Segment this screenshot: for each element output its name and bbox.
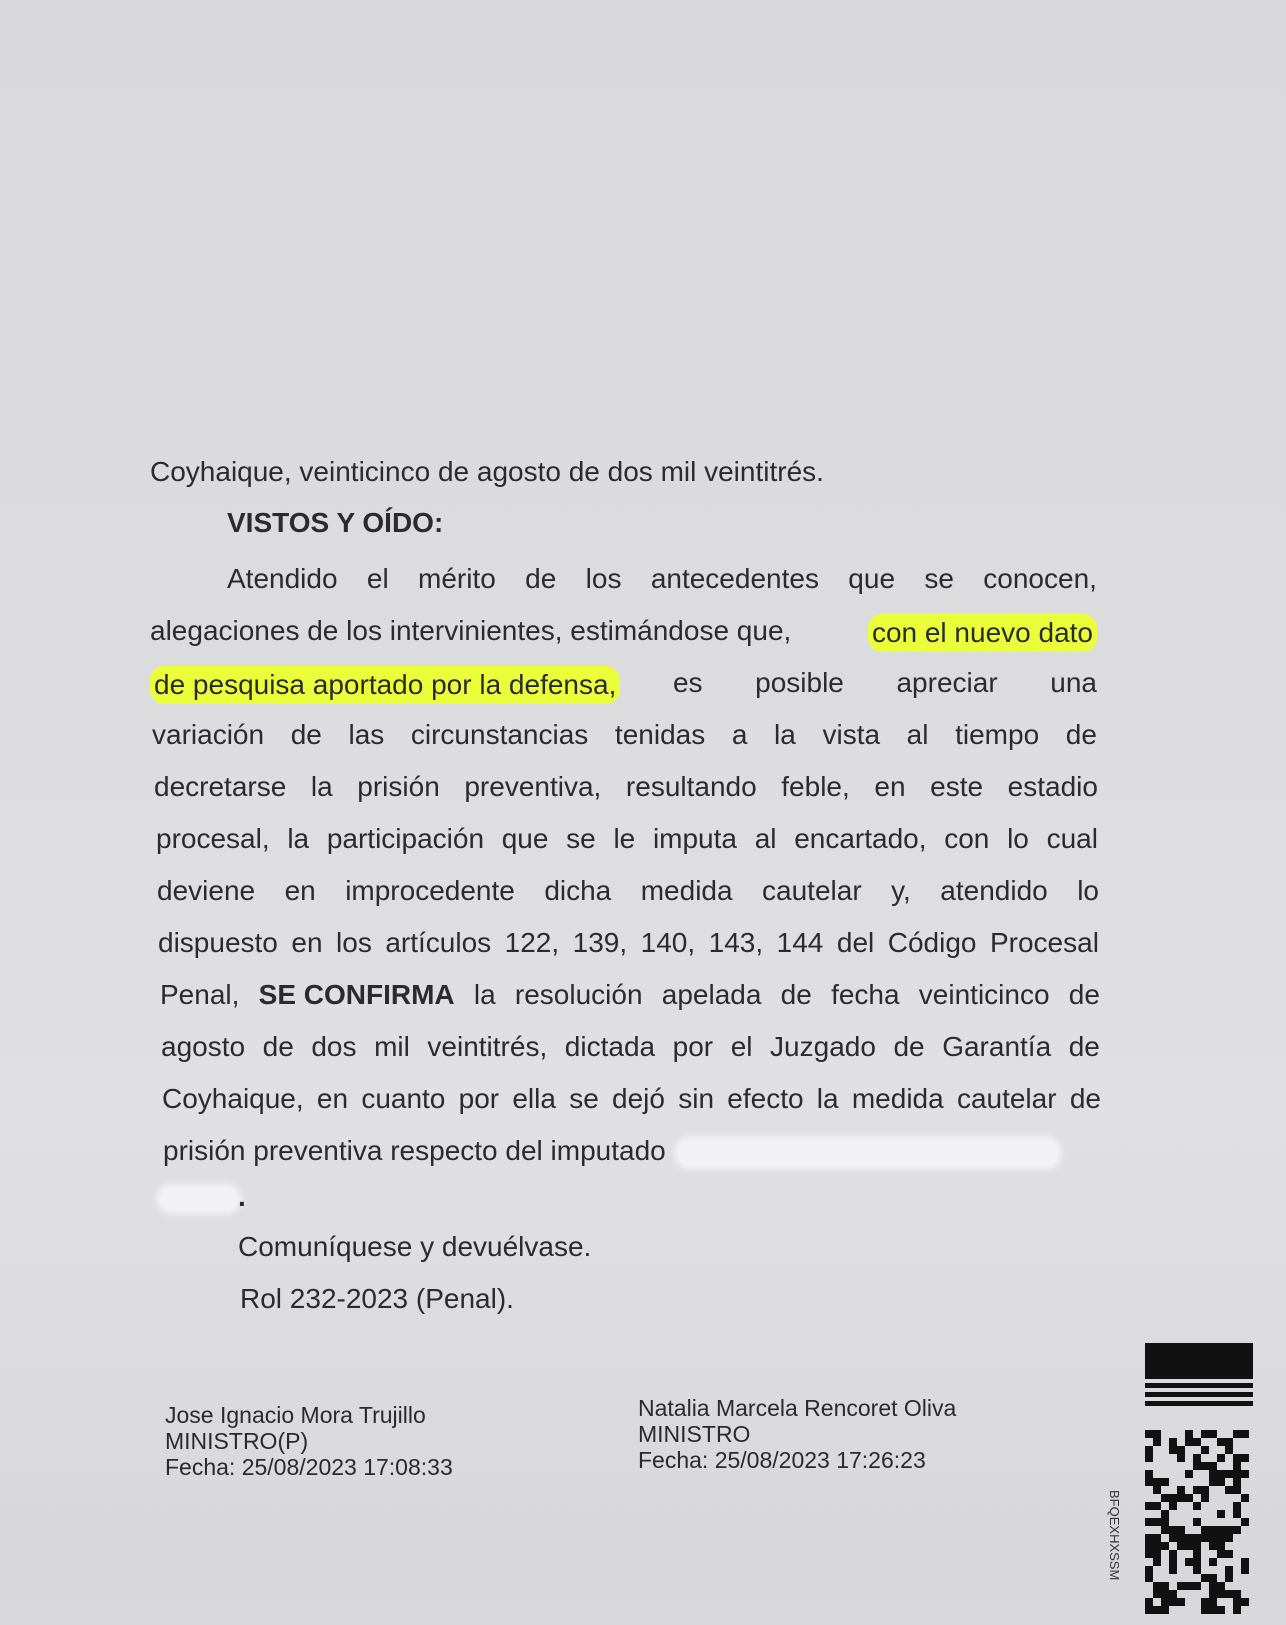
paragraph-word: una: [1050, 667, 1097, 698]
qr-module: [1185, 1542, 1193, 1550]
paragraph-word: estadio: [1007, 771, 1098, 802]
paragraph-word: decretarse: [154, 771, 287, 802]
paragraph-word: fecha: [831, 979, 900, 1010]
qr-module: [1201, 1574, 1209, 1582]
qr-module: [1145, 1470, 1153, 1478]
qr-module: [1145, 1446, 1153, 1454]
qr-module: [1209, 1606, 1217, 1614]
qr-module: [1161, 1590, 1169, 1598]
qr-module: [1145, 1478, 1153, 1486]
paragraph-word: SE CONFIRMA: [258, 979, 455, 1010]
qr-module: [1201, 1446, 1209, 1454]
end-period: .: [238, 1181, 246, 1212]
qr-module: [1225, 1486, 1233, 1494]
paragraph-word: cuanto: [361, 1083, 446, 1114]
paragraph-word: se: [566, 823, 596, 854]
qr-module: [1209, 1590, 1217, 1598]
qr-module: [1217, 1606, 1225, 1614]
qr-module: [1145, 1550, 1153, 1558]
date-line: Coyhaique, veinticinco de agosto de dos mil veintitrés.: [150, 456, 824, 487]
paragraph-line: [152, 718, 1097, 752]
paragraph-word: los: [585, 563, 622, 594]
paragraph-word: 143,: [708, 927, 764, 958]
qr-module: [1153, 1590, 1161, 1598]
rol-line: Rol 232-2023 (Penal).: [240, 1283, 514, 1314]
qr-module: [1169, 1494, 1177, 1502]
qr-module: [1217, 1534, 1225, 1542]
paragraph-word: encartado,: [794, 823, 927, 854]
qr-module: [1233, 1598, 1241, 1606]
paragraph-word: resolución: [514, 979, 643, 1010]
qr-module: [1193, 1438, 1201, 1446]
qr-module: [1233, 1462, 1241, 1470]
qr-module: [1153, 1550, 1161, 1558]
paragraph-word: dicha: [544, 875, 612, 906]
qr-module: [1185, 1558, 1193, 1566]
paragraph-word: Procesal: [989, 927, 1099, 958]
paragraph-word: medida: [851, 1083, 944, 1114]
qr-module: [1193, 1518, 1201, 1526]
qr-module: [1225, 1550, 1233, 1558]
qr-module: [1217, 1454, 1225, 1462]
paragraph-word: deviene: [157, 875, 256, 906]
paragraph-word: de: [1068, 1031, 1100, 1062]
paragraph-word: de: [290, 719, 322, 750]
qr-module: [1145, 1534, 1153, 1542]
qr-module: [1169, 1550, 1177, 1558]
paragraph-line: [161, 1030, 1100, 1064]
qr-module: [1209, 1558, 1217, 1566]
qr-module: [1145, 1606, 1153, 1614]
qr-module: [1233, 1526, 1241, 1534]
qr-module: [1177, 1526, 1185, 1534]
paragraph-word: Atendido: [227, 563, 338, 594]
verification-code-text: BFQEXHXSSM: [1107, 1490, 1122, 1581]
qr-module: [1201, 1462, 1209, 1470]
qr-module: [1225, 1590, 1233, 1598]
qr-module: [1145, 1566, 1153, 1574]
paragraph-line: [160, 978, 1100, 1012]
paragraph-word: la: [310, 771, 333, 802]
redacted-name: [160, 1187, 238, 1211]
paragraph-word: de: [1065, 719, 1097, 750]
paragraph-word: antecedentes: [650, 563, 819, 594]
highlighted-text: con el nuevo dato: [868, 614, 1097, 652]
paragraph-word: sin: [678, 1083, 715, 1114]
qr-module: [1169, 1558, 1177, 1566]
qr-module: [1161, 1494, 1169, 1502]
qr-module: [1233, 1430, 1241, 1438]
paragraph-word: se: [924, 563, 954, 594]
paragraph-word: prisión preventiva respecto del imputado: [163, 1135, 666, 1166]
qr-module: [1153, 1502, 1161, 1510]
paragraph-word: dejó: [612, 1083, 665, 1114]
paragraph-word: cautelar: [956, 1083, 1057, 1114]
paragraph-line: [150, 614, 1097, 652]
qr-module: [1201, 1494, 1209, 1502]
qr-module: [1145, 1430, 1153, 1438]
paragraph-word: atendido: [940, 875, 1048, 906]
paragraph-word: de: [1068, 979, 1100, 1010]
signature-date: Fecha: 25/08/2023 17:26:23: [638, 1447, 926, 1473]
paragraph-word: Penal,: [160, 979, 240, 1010]
qr-module: [1169, 1438, 1177, 1446]
qr-module: [1177, 1582, 1185, 1590]
paragraph-word: improcedente: [345, 875, 515, 906]
paragraph-word: que: [501, 823, 549, 854]
paragraph-line: [154, 770, 1098, 804]
paragraph-word: conocen,: [983, 563, 1097, 594]
qr-module: [1241, 1430, 1249, 1438]
paragraph-word: tiempo: [955, 719, 1040, 750]
paragraph-word: este: [930, 771, 984, 802]
qr-module: [1217, 1590, 1225, 1598]
paragraph-word: con: [944, 823, 990, 854]
paragraph-word: 144: [776, 927, 824, 958]
qr-module: [1209, 1462, 1217, 1470]
paragraph-word: del: [836, 927, 875, 958]
qr-module: [1201, 1526, 1209, 1534]
qr-module: [1241, 1598, 1249, 1606]
qr-module: [1153, 1438, 1161, 1446]
paragraph-line: [157, 874, 1099, 908]
qr-module: [1193, 1550, 1201, 1558]
qr-module: [1225, 1470, 1233, 1478]
paragraph-word: apreciar: [896, 667, 998, 698]
paragraph-word: de: [525, 563, 557, 594]
qr-module: [1241, 1558, 1249, 1566]
qr-module: [1145, 1542, 1153, 1550]
qr-module: [1161, 1518, 1169, 1526]
qr-module: [1145, 1598, 1153, 1606]
paragraph-word: cual: [1046, 823, 1098, 854]
qr-module: [1145, 1574, 1153, 1582]
paragraph-word: procesal,: [156, 823, 270, 854]
qr-module: [1161, 1582, 1169, 1590]
paragraph-word: apelada: [661, 979, 762, 1010]
paragraph-word: participación: [326, 823, 485, 854]
qr-module: [1217, 1510, 1225, 1518]
qr-module: [1209, 1542, 1217, 1550]
paragraph-word: de: [262, 1031, 294, 1062]
signature-block-2: [638, 1395, 956, 1473]
paragraph-word: la: [774, 719, 796, 750]
qr-module: [1241, 1566, 1249, 1574]
qr-module: [1225, 1438, 1233, 1446]
paragraph-word: alegaciones de los intervinientes, estimándose que,: [150, 615, 792, 646]
qr-module: [1177, 1454, 1185, 1462]
qr-module: [1233, 1486, 1241, 1494]
heading-vistos: VISTOS Y OÍDO:: [227, 507, 444, 538]
paragraph-line: [156, 822, 1098, 856]
qr-module: [1185, 1430, 1193, 1438]
paragraph-word: lo: [1007, 823, 1029, 854]
qr-module: [1185, 1582, 1193, 1590]
paragraph-word: a: [731, 719, 748, 750]
qr-module: [1145, 1454, 1153, 1462]
paragraph-word: preventiva,: [464, 771, 602, 802]
qr-module: [1241, 1470, 1249, 1478]
qr-module: [1193, 1558, 1201, 1566]
qr-module: [1185, 1534, 1193, 1542]
paragraph-word: la: [473, 979, 496, 1010]
paragraph-word: agosto: [161, 1031, 246, 1062]
qr-module: [1225, 1574, 1233, 1582]
qr-module: [1209, 1478, 1217, 1486]
paragraph-line: [227, 562, 1097, 596]
qr-module: [1217, 1550, 1225, 1558]
paragraph-word: circunstancias: [410, 719, 589, 750]
paragraph-word: por: [672, 1031, 714, 1062]
qr-module: [1169, 1446, 1177, 1454]
paragraph-word: de: [1069, 1083, 1101, 1114]
paragraph-word: en: [284, 875, 316, 906]
paragraph-word: imputa: [652, 823, 737, 854]
paragraph-word: tenidas: [614, 719, 706, 750]
qr-module: [1225, 1446, 1233, 1454]
qr-module: [1233, 1502, 1241, 1510]
paragraph-word: le: [613, 823, 636, 854]
qr-module: [1153, 1534, 1161, 1542]
signer-name: Jose Ignacio Mora Trujillo: [165, 1402, 426, 1428]
paragraph-word: es: [672, 667, 703, 698]
qr-module: [1217, 1438, 1225, 1446]
paragraph-word: cautelar: [762, 875, 862, 906]
paragraph-word: 140,: [640, 927, 696, 958]
paragraph-word: resultando: [625, 771, 757, 802]
paragraph-word: al: [754, 823, 777, 854]
paragraph-line: [162, 1082, 1101, 1116]
qr-module: [1201, 1486, 1209, 1494]
qr-module: [1153, 1486, 1161, 1494]
highlighted-text: de pesquisa aportado por la defensa,: [150, 666, 620, 704]
redacted-name: [678, 1140, 1058, 1166]
paragraph-line: [150, 666, 1097, 704]
qr-module: [1209, 1582, 1217, 1590]
qr-module: [1233, 1510, 1241, 1518]
qr-module: [1209, 1430, 1217, 1438]
qr-code-icon: [1145, 1430, 1249, 1620]
paragraph-word: y,: [891, 875, 911, 906]
paragraph-word: efecto: [727, 1083, 804, 1114]
qr-module: [1153, 1558, 1161, 1566]
qr-module: [1233, 1478, 1241, 1486]
qr-module: [1177, 1534, 1185, 1542]
qr-module: [1193, 1486, 1201, 1494]
qr-module: [1185, 1494, 1193, 1502]
qr-module: [1177, 1486, 1185, 1494]
barcode-icon: [1145, 1343, 1253, 1406]
paragraph-word: por: [458, 1083, 500, 1114]
qr-module: [1241, 1494, 1249, 1502]
qr-module: [1233, 1606, 1241, 1614]
qr-module: [1177, 1494, 1185, 1502]
paragraph-word: mérito: [418, 563, 496, 594]
qr-module: [1217, 1526, 1225, 1534]
qr-module: [1169, 1526, 1177, 1534]
qr-module: [1161, 1606, 1169, 1614]
qr-module: [1209, 1598, 1217, 1606]
qr-module: [1241, 1454, 1249, 1462]
paragraph-word: la: [816, 1083, 839, 1114]
paragraph-word: veintitrés,: [427, 1031, 548, 1062]
qr-module: [1209, 1526, 1217, 1534]
paragraph-word: el: [366, 563, 389, 594]
qr-module: [1153, 1582, 1161, 1590]
qr-module: [1217, 1470, 1225, 1478]
qr-module: [1153, 1542, 1161, 1550]
signature-date: Fecha: 25/08/2023 17:08:33: [165, 1454, 453, 1480]
qr-module: [1225, 1534, 1233, 1542]
paragraph-word: Coyhaique,: [162, 1083, 304, 1114]
paragraph-word: medida: [640, 875, 733, 906]
qr-module: [1145, 1518, 1153, 1526]
qr-module: [1169, 1598, 1177, 1606]
qr-module: [1161, 1526, 1169, 1534]
paragraph-word: el: [730, 1031, 753, 1062]
qr-module: [1169, 1590, 1177, 1598]
qr-module: [1161, 1478, 1169, 1486]
qr-module: [1209, 1470, 1217, 1478]
paragraph-word: Código: [887, 927, 977, 958]
paragraph-word: de: [780, 979, 812, 1010]
paragraph-line: [158, 926, 1099, 960]
paragraph-word: variación: [152, 719, 265, 750]
qr-module: [1193, 1566, 1201, 1574]
qr-module: [1233, 1454, 1241, 1462]
qr-module: [1193, 1534, 1201, 1542]
qr-module: [1233, 1590, 1241, 1598]
qr-module: [1193, 1502, 1201, 1510]
qr-module: [1201, 1430, 1209, 1438]
qr-module: [1193, 1462, 1201, 1470]
signer-name: Natalia Marcela Rencoret Oliva: [638, 1395, 957, 1421]
signature-block-1: [165, 1402, 453, 1480]
paragraph-word: la: [287, 823, 310, 854]
paragraph-word: de: [893, 1031, 925, 1062]
qr-module: [1153, 1430, 1161, 1438]
signer-role: MINISTRO(P): [165, 1428, 309, 1454]
qr-module: [1225, 1566, 1233, 1574]
qr-module: [1241, 1518, 1249, 1526]
qr-module: [1185, 1438, 1193, 1446]
qr-module: [1193, 1542, 1201, 1550]
paragraph-word: los: [336, 927, 372, 958]
qr-module: [1193, 1454, 1201, 1462]
paragraph-word: se: [569, 1083, 599, 1114]
qr-module: [1185, 1470, 1193, 1478]
paragraph-word: prisión: [357, 771, 440, 802]
paragraph-word: lo: [1077, 875, 1099, 906]
qr-module: [1161, 1510, 1169, 1518]
qr-module: [1161, 1598, 1169, 1606]
qr-module: [1153, 1518, 1161, 1526]
qr-module: [1153, 1606, 1161, 1614]
paragraph-word: dos: [311, 1031, 357, 1062]
paragraph-word: en: [316, 1083, 349, 1114]
paragraph-word: en: [291, 927, 323, 958]
paragraph-word: en: [874, 771, 906, 802]
qr-module: [1145, 1502, 1153, 1510]
qr-module: [1169, 1534, 1177, 1542]
closing-line: Comuníquese y devuélvase.: [238, 1231, 592, 1262]
qr-module: [1225, 1526, 1233, 1534]
paragraph-word: dispuesto: [158, 927, 278, 958]
paragraph-word: Juzgado: [770, 1031, 876, 1062]
qr-module: [1177, 1542, 1185, 1550]
qr-module: [1201, 1534, 1209, 1542]
paragraph-word: Garantía: [942, 1031, 1052, 1062]
paragraph-word: 139,: [572, 927, 628, 958]
qr-module: [1193, 1582, 1201, 1590]
paragraph-word: artículos: [385, 927, 492, 958]
paragraph-line: [160, 1180, 246, 1214]
paragraph-word: al: [906, 719, 929, 750]
qr-module: [1161, 1542, 1169, 1550]
qr-module: [1217, 1582, 1225, 1590]
paragraph-word: que: [848, 563, 896, 594]
paragraph-word: dictada: [564, 1031, 656, 1062]
qr-module: [1209, 1534, 1217, 1542]
qr-module: [1201, 1598, 1209, 1606]
qr-module: [1209, 1574, 1217, 1582]
paragraph-word: feble,: [781, 771, 850, 802]
paragraph-word: posible: [755, 667, 844, 698]
paragraph-word: 122,: [504, 927, 560, 958]
paragraph-line: [163, 1134, 1058, 1168]
signer-role: MINISTRO: [638, 1421, 751, 1447]
qr-module: [1169, 1502, 1177, 1510]
paragraph-word: veinticinco: [918, 979, 1050, 1010]
qr-module: [1217, 1542, 1225, 1550]
qr-module: [1169, 1566, 1177, 1574]
qr-module: [1177, 1446, 1185, 1454]
paragraph-word: las: [348, 719, 385, 750]
paragraph-word: vista: [822, 719, 881, 750]
paragraph-word: mil: [374, 1031, 410, 1062]
paragraph-word: ella: [512, 1083, 556, 1114]
qr-module: [1217, 1478, 1225, 1486]
qr-module: [1201, 1606, 1209, 1614]
qr-module: [1233, 1470, 1241, 1478]
qr-module: [1153, 1478, 1161, 1486]
verification-code-graphic: [1145, 1343, 1253, 1600]
qr-module: [1177, 1598, 1185, 1606]
